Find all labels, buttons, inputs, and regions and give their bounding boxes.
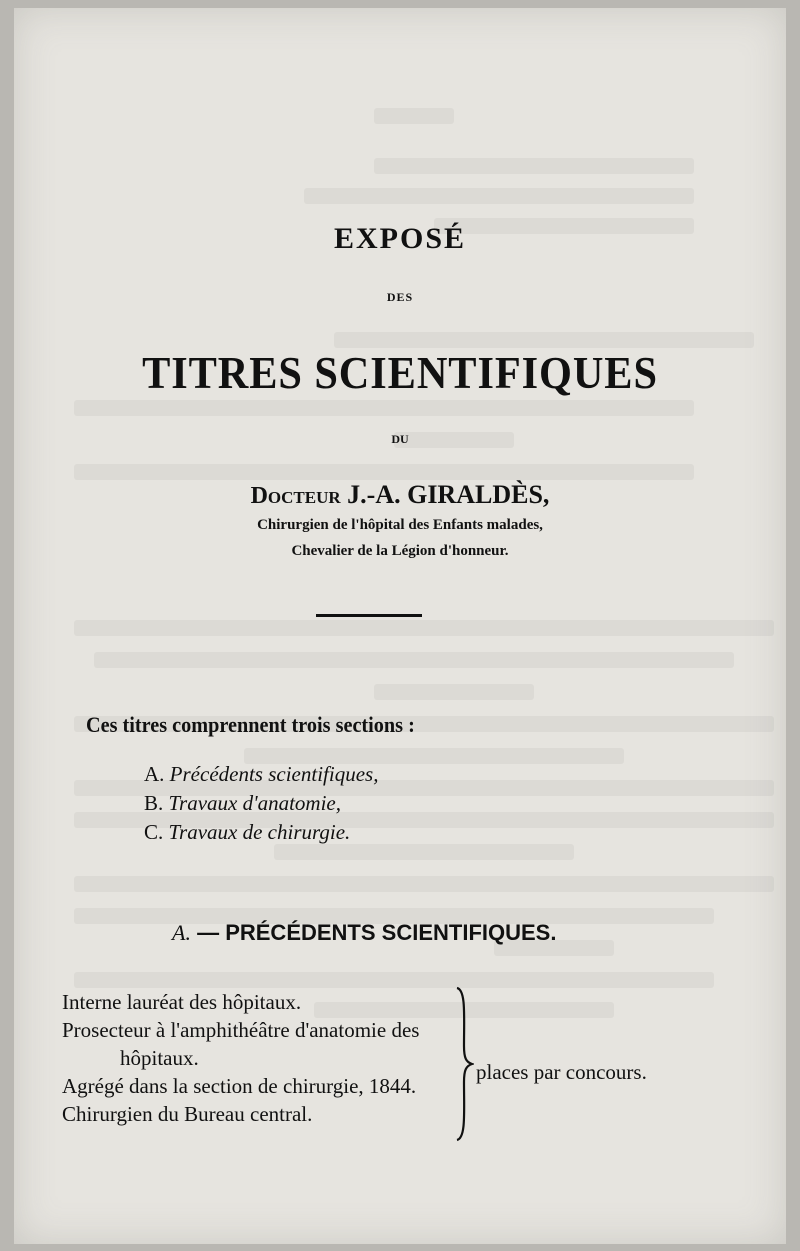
main-title: TITRES SCIENTIFIQUES	[142, 347, 658, 398]
divider-rule	[316, 614, 422, 617]
connector-des: DES	[386, 290, 414, 304]
section-a-heading	[172, 920, 556, 946]
section-letter: B.	[144, 791, 164, 815]
document-heading: EXPOSÉ	[333, 222, 467, 255]
position-line: hôpitaux.	[120, 1046, 199, 1070]
sections-intro: Ces titres comprennent trois sections :	[86, 712, 415, 737]
position-line: Interne lauréat des hôpitaux.	[62, 990, 302, 1014]
position-line: Chirurgien du Bureau central.	[62, 1102, 313, 1126]
section-item	[144, 818, 378, 847]
affiliation-honor: Chevalier de la Légion d'honneur.	[291, 543, 509, 559]
document-page	[14, 8, 786, 1244]
section-item	[144, 760, 378, 789]
section-item	[144, 789, 378, 818]
position-line: Prosecteur à l'amphithéâtre d'anatomie des	[62, 1018, 420, 1042]
affiliation-hospital: Chirurgien de l'hôpital des Enfants malades,	[257, 517, 543, 533]
section-a-letter: A.	[172, 920, 191, 945]
author-prefix: Docteur	[250, 483, 341, 509]
author-name: J.-A. GIRALDÈS,	[347, 480, 550, 509]
brace-label: places par concours.	[476, 1060, 647, 1084]
author-line	[14, 480, 786, 510]
section-label: Précédents scientifiques,	[169, 762, 379, 786]
curly-brace-icon	[454, 986, 474, 1142]
positions-list	[62, 988, 462, 1128]
section-a-title: — PRÉCÉDENTS SCIENTIFIQUES.	[197, 920, 557, 945]
connector-du: DU	[391, 432, 409, 446]
sections-list	[144, 760, 378, 847]
section-letter: A.	[144, 762, 165, 786]
position-line: Agrégé dans la section de chirurgie, 1844.	[62, 1074, 417, 1098]
section-letter: C.	[144, 820, 164, 844]
section-label: Travaux d'anatomie,	[168, 791, 341, 815]
section-label: Travaux de chirurgie.	[168, 820, 351, 844]
